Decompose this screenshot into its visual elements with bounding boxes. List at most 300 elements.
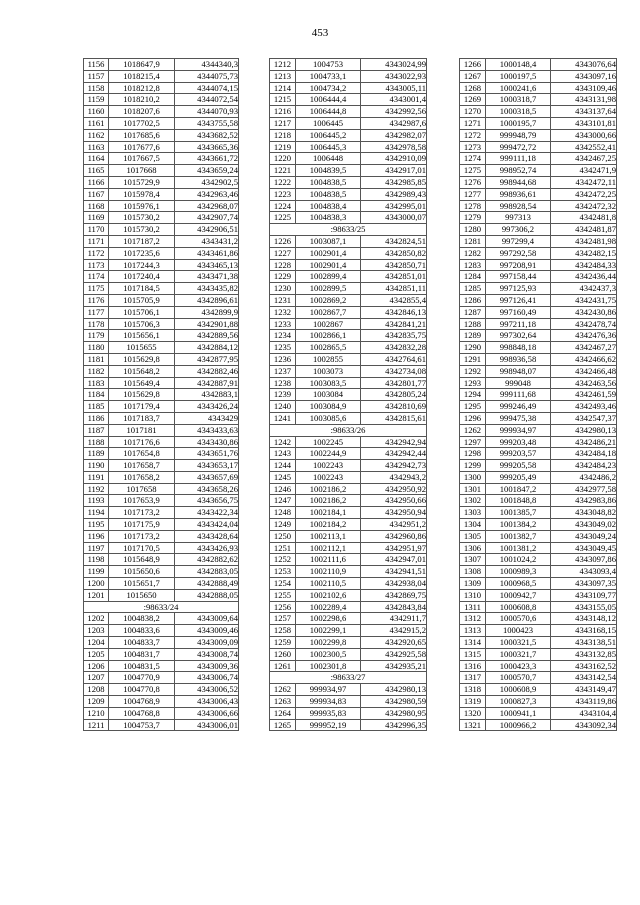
point-number: 1170 [84,224,109,236]
point-number: 1275 [460,165,486,177]
x-coordinate: 1000989,3 [486,566,551,578]
point-number: 1157 [84,70,109,82]
x-coordinate: 1015978,4 [109,188,175,200]
y-coordinate: 4342977,58 [551,483,617,495]
x-coordinate: 1002901,4 [296,247,361,259]
table-row [460,70,617,82]
table-row [460,448,617,460]
x-coordinate: 1000608,8 [486,601,551,613]
x-coordinate: 1000423,3 [486,660,551,672]
point-number: 1159 [84,94,109,106]
table-row [460,648,617,660]
x-coordinate: 999048 [486,377,551,389]
table-row [84,106,239,118]
table-row [460,719,617,731]
point-number: 1315 [460,648,486,660]
table-row [84,377,239,389]
point-number: 1201 [84,589,109,601]
y-coordinate: 4343005,11 [361,82,427,94]
table-row [270,460,427,472]
y-coordinate: 4342882,46 [175,365,239,377]
table-row [270,578,427,590]
y-coordinate: 4342942,73 [361,460,427,472]
y-coordinate: 4342942,94 [361,436,427,448]
x-coordinate: 1002899,4 [296,271,361,283]
x-coordinate: 999205,49 [486,471,551,483]
table-row [460,165,617,177]
point-number: 1213 [270,70,296,82]
table-row [84,672,239,684]
y-coordinate: 4342901,88 [175,318,239,330]
point-number: 1306 [460,542,486,554]
x-coordinate: 1000321,7 [486,648,551,660]
y-coordinate: 4342985,85 [361,176,427,188]
table-row [270,566,427,578]
point-number: 1264 [270,707,296,719]
x-coordinate: 999203,57 [486,448,551,460]
x-coordinate: 1006445,3 [296,141,361,153]
x-coordinate: 1006448 [296,153,361,165]
y-coordinate: 4342437,3 [551,283,617,295]
table-row [270,188,427,200]
table-row [84,684,239,696]
y-coordinate: 4342467,27 [551,342,617,354]
y-coordinate: 4342436,44 [551,271,617,283]
point-number: 1186 [84,412,109,424]
x-coordinate: 999111,18 [486,153,551,165]
point-number: 1234 [270,330,296,342]
table-row [270,519,427,531]
x-coordinate: 1001384,2 [486,519,551,531]
table-row [460,224,617,236]
point-number: 1198 [84,554,109,566]
y-coordinate: 4343009,46 [175,625,239,637]
table-row [460,259,617,271]
x-coordinate: 1002243 [296,471,361,483]
parcel-header-row [270,672,427,684]
point-number: 1288 [460,318,486,330]
point-number: 1208 [84,684,109,696]
point-number: 1310 [460,589,486,601]
x-coordinate: 1003084,9 [296,401,361,413]
x-coordinate: 1006445 [296,117,361,129]
x-coordinate: 1004753,7 [109,719,175,731]
y-coordinate: 4343006,01 [175,719,239,731]
point-number: 1283 [460,259,486,271]
y-coordinate: 4343024,99 [361,59,427,71]
y-coordinate: 4343682,52 [175,129,239,141]
y-coordinate: 4343461,86 [175,247,239,259]
y-coordinate: 4342805,24 [361,389,427,401]
y-coordinate: 4343049,24 [551,530,617,542]
x-coordinate: 1017654,8 [109,448,175,460]
point-number: 1311 [460,601,486,613]
point-number: 1166 [84,176,109,188]
point-number: 1318 [460,684,486,696]
x-coordinate: 997306,2 [486,224,551,236]
y-coordinate: 4343076,64 [551,59,617,71]
y-coordinate: 4342484,33 [551,259,617,271]
table-row [84,342,239,354]
table-row [84,412,239,424]
point-number: 1239 [270,389,296,401]
point-number: 1240 [270,401,296,413]
x-coordinate: 1002299,8 [296,637,361,649]
point-number: 1168 [84,200,109,212]
x-coordinate: 1000570,6 [486,613,551,625]
y-coordinate: 4342925,58 [361,648,427,660]
point-number: 1171 [84,235,109,247]
y-coordinate: 4342463,56 [551,377,617,389]
x-coordinate: 998936,61 [486,188,551,200]
table-row [270,377,427,389]
table-row [460,684,617,696]
y-coordinate: 4342911,7 [361,613,427,625]
table-row [460,235,617,247]
x-coordinate: 1017184,5 [109,283,175,295]
table-row [84,94,239,106]
y-coordinate: 4344074,15 [175,82,239,94]
x-coordinate: 997299,4 [486,235,551,247]
x-coordinate: 1015730,2 [109,224,175,236]
y-coordinate: 4342889,56 [175,330,239,342]
y-coordinate: 4342950,92 [361,483,427,495]
y-coordinate: 4342466,62 [551,353,617,365]
point-number: 1165 [84,165,109,177]
point-number: 1262 [460,424,486,436]
y-coordinate: 4342884,12 [175,342,239,354]
table-row [460,212,617,224]
x-coordinate: 1003073 [296,365,361,377]
x-coordinate: 1002111,6 [296,554,361,566]
table-row [84,294,239,306]
x-coordinate: 997160,49 [486,306,551,318]
table-row [270,70,427,82]
x-coordinate: 1001848,8 [486,495,551,507]
table-row [84,542,239,554]
x-coordinate: 1004770,8 [109,684,175,696]
y-coordinate: 4342907,74 [175,212,239,224]
parcel-header-row [270,424,427,436]
page-number: 453 [311,27,329,39]
y-coordinate: 4343422,34 [175,507,239,519]
point-number: 1271 [460,117,486,129]
point-number: 1197 [84,542,109,554]
x-coordinate: 1004831,5 [109,660,175,672]
table-row [84,318,239,330]
x-coordinate: 1003085,6 [296,412,361,424]
y-coordinate: 4342915,2 [361,625,427,637]
y-coordinate: 4343471,38 [175,271,239,283]
point-number: 1185 [84,401,109,413]
table-row [270,436,427,448]
x-coordinate: 1017658 [109,483,175,495]
point-number: 1309 [460,578,486,590]
y-coordinate: 4343006,66 [175,707,239,719]
y-coordinate: 4342983,86 [551,495,617,507]
y-coordinate: 4342850,82 [361,247,427,259]
x-coordinate: 1004831,7 [109,648,175,660]
point-number: 1173 [84,259,109,271]
point-number: 1313 [460,625,486,637]
point-number: 1202 [84,613,109,625]
table-row [460,247,617,259]
y-coordinate: 4343465,13 [175,259,239,271]
point-number: 1294 [460,389,486,401]
point-number: 1224 [270,200,296,212]
x-coordinate: 1015656,1 [109,330,175,342]
table-row [460,365,617,377]
y-coordinate: 4343092,34 [551,719,617,731]
table-row [270,283,427,295]
point-number: 1246 [270,483,296,495]
x-coordinate: 1017175,9 [109,519,175,531]
x-coordinate: 999934,97 [486,424,551,436]
x-coordinate: 1015648,2 [109,365,175,377]
x-coordinate: 1017173,2 [109,530,175,542]
y-coordinate: 4343097,86 [551,554,617,566]
point-number: 1270 [460,106,486,118]
y-coordinate: 4342869,75 [361,589,427,601]
table-row [84,554,239,566]
point-number: 1236 [270,353,296,365]
y-coordinate: 4343148,12 [551,613,617,625]
point-number: 1308 [460,566,486,578]
table-row [270,59,427,71]
x-coordinate: 999246,49 [486,401,551,413]
table-row [270,306,427,318]
table-row [84,436,239,448]
point-number: 1266 [460,59,486,71]
x-coordinate: 1006444,8 [296,106,361,118]
point-number: 1175 [84,283,109,295]
y-coordinate: 4343006,43 [175,696,239,708]
table-row [270,106,427,118]
point-number: 1223 [270,188,296,200]
table-row [460,589,617,601]
point-number: 1162 [84,129,109,141]
x-coordinate: 1018207,6 [109,106,175,118]
x-coordinate: 1004839,5 [296,165,361,177]
table-row [270,613,427,625]
point-number: 1238 [270,377,296,389]
y-coordinate: 4342846,13 [361,306,427,318]
y-coordinate: 4342896,61 [175,294,239,306]
table-row [270,165,427,177]
point-number: 1256 [270,601,296,613]
table-row [84,707,239,719]
table-row [84,460,239,472]
y-coordinate: 4343155,05 [551,601,617,613]
x-coordinate: 1000966,2 [486,719,551,731]
y-coordinate: 4343430,86 [175,436,239,448]
table-row [84,637,239,649]
point-number: 1164 [84,153,109,165]
point-number: 1233 [270,318,296,330]
y-coordinate: 4342951,2 [361,519,427,531]
table-row [460,707,617,719]
x-coordinate: 997126,41 [486,294,551,306]
table-row [460,507,617,519]
table-row [460,153,617,165]
y-coordinate: 4342461,59 [551,389,617,401]
table-row [460,566,617,578]
x-coordinate: 1017176,6 [109,436,175,448]
y-coordinate: 4342968,07 [175,200,239,212]
table-row [460,353,617,365]
point-number: 1199 [84,566,109,578]
point-number: 1241 [270,412,296,424]
x-coordinate: 1000148,4 [486,59,551,71]
point-number: 1212 [270,59,296,71]
x-coordinate: 1018212,8 [109,82,175,94]
y-coordinate: 4342920,65 [361,637,427,649]
x-coordinate: 1017179,4 [109,401,175,413]
table-row [270,365,427,377]
point-number: 1188 [84,436,109,448]
x-coordinate: 1000608,9 [486,684,551,696]
table-row [84,507,239,519]
point-number: 1297 [460,436,486,448]
table-row [84,200,239,212]
y-coordinate: 4342472,25 [551,188,617,200]
x-coordinate: 1002298,6 [296,613,361,625]
table-row [460,613,617,625]
table-row [270,259,427,271]
table-row [84,283,239,295]
y-coordinate: 4342824,51 [361,235,427,247]
y-coordinate: 4342899,9 [175,306,239,318]
point-number: 1267 [460,70,486,82]
x-coordinate: 1017187,2 [109,235,175,247]
table-row [460,401,617,413]
table-row [270,117,427,129]
y-coordinate: 4342484,23 [551,460,617,472]
y-coordinate: 4343131,98 [551,94,617,106]
x-coordinate: 1004833,7 [109,637,175,649]
point-number: 1211 [84,719,109,731]
x-coordinate: 1001382,7 [486,530,551,542]
table-row [460,117,617,129]
table-row [460,519,617,531]
point-number: 1204 [84,637,109,649]
table-row [270,637,427,649]
point-number: 1210 [84,707,109,719]
y-coordinate: 4342980,59 [361,696,427,708]
x-coordinate: 999934,97 [296,684,361,696]
y-coordinate: 4343138,51 [551,637,617,649]
y-coordinate: 4342888,49 [175,578,239,590]
y-coordinate: 4342883,1 [175,389,239,401]
table-row [460,660,617,672]
table-row [460,436,617,448]
coordinate-table-left [83,58,239,731]
x-coordinate: 997208,91 [486,259,551,271]
x-coordinate: 1018210,2 [109,94,175,106]
point-number: 1282 [460,247,486,259]
x-coordinate: 1017170,5 [109,542,175,554]
x-coordinate: 1002186,2 [296,483,361,495]
point-number: 1174 [84,271,109,283]
x-coordinate: 1018647,9 [109,59,175,71]
x-coordinate: 1017240,4 [109,271,175,283]
point-number: 1279 [460,212,486,224]
x-coordinate: 1002301,8 [296,660,361,672]
point-number: 1242 [270,436,296,448]
y-coordinate: 4343656,75 [175,495,239,507]
y-coordinate: 4343435,82 [175,283,239,295]
x-coordinate: 997302,64 [486,330,551,342]
y-coordinate: 4342486,21 [551,436,617,448]
point-number: 1281 [460,235,486,247]
y-coordinate: 4342481,8 [551,212,617,224]
x-coordinate: 1017677,6 [109,141,175,153]
table-row [84,129,239,141]
point-number: 1178 [84,318,109,330]
point-number: 1200 [84,578,109,590]
table-row [84,353,239,365]
x-coordinate: 1003083,5 [296,377,361,389]
point-number: 1215 [270,94,296,106]
y-coordinate: 4342810,69 [361,401,427,413]
y-coordinate: 4342995,01 [361,200,427,212]
y-coordinate: 4342835,75 [361,330,427,342]
table-row [270,495,427,507]
point-number: 1269 [460,94,486,106]
y-coordinate: 4343433,63 [175,424,239,436]
point-number: 1258 [270,625,296,637]
point-number: 1183 [84,377,109,389]
point-number: 1180 [84,342,109,354]
table-row [84,188,239,200]
point-number: 1228 [270,259,296,271]
x-coordinate: 999203,48 [486,436,551,448]
table-row [84,471,239,483]
y-coordinate: 4343049,45 [551,542,617,554]
point-number: 1265 [270,719,296,731]
x-coordinate: 999472,72 [486,141,551,153]
x-coordinate: 1000570,7 [486,672,551,684]
x-coordinate: 1002865,5 [296,342,361,354]
y-coordinate: 4342481,87 [551,224,617,236]
y-coordinate: 4342938,04 [361,578,427,590]
x-coordinate: 1000318,7 [486,94,551,106]
x-coordinate: 1001024,2 [486,554,551,566]
point-number: 1221 [270,165,296,177]
y-coordinate: 4342486,2 [551,471,617,483]
y-coordinate: 4343006,74 [175,672,239,684]
y-coordinate: 4343001,4 [361,94,427,106]
x-coordinate: 1003084 [296,389,361,401]
point-number: 1193 [84,495,109,507]
table-row [460,283,617,295]
table-row [84,330,239,342]
x-coordinate: 1015706,1 [109,306,175,318]
point-number: 1296 [460,412,486,424]
x-coordinate: 1017658,2 [109,471,175,483]
table-row [84,306,239,318]
point-number: 1161 [84,117,109,129]
y-coordinate: 4343101,81 [551,117,617,129]
point-number: 1287 [460,306,486,318]
parcel-header-row [84,601,239,613]
point-number: 1218 [270,129,296,141]
table-row [270,247,427,259]
table-row [460,424,617,436]
table-row [84,82,239,94]
table-row [84,401,239,413]
y-coordinate: 4343755,58 [175,117,239,129]
